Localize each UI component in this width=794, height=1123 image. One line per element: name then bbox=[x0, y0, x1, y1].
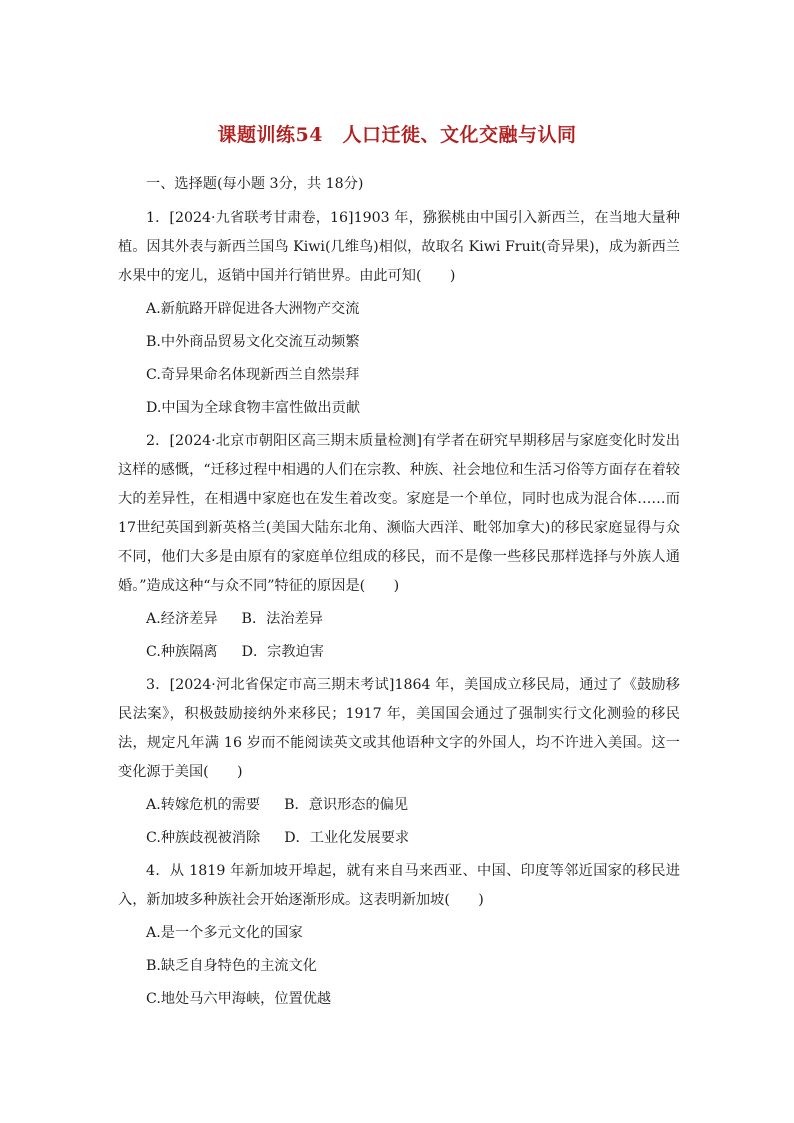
question-4 bbox=[118, 857, 680, 1014]
option-c: C.种族歧视被消除 bbox=[146, 830, 261, 846]
option-a: A.经济差异 bbox=[146, 611, 218, 627]
question-stem: 2．[2024·北京市朝阳区高三期末质量检测]有学者在研究早期移居与家庭变化时发出这样的感慨，“迁移过程中相遇的人们在宗教、种族、社会地位和生活习俗等方面存在着较大的差异性，在相遇中家庭也在发生着改变。家庭是一个单位，同时也成为混合体……而 17世纪英国到新英格兰(美国大陆东北角、濒临大西洋、毗邻加拿大)的移民家庭显得与众不同，他们大多是由原有的家庭单位组成的移民，而不是像一些移民那样选择与外族人通婚。”造成这种“与众不同”特征的原因是( ) bbox=[118, 433, 680, 594]
option-b: B．法治差异 bbox=[241, 611, 323, 627]
question-3 bbox=[118, 671, 680, 853]
question-stem: 1．[2024·九省联考甘肃卷，16]1903 年，猕猴桃由中国引入新西兰，在当地大量种植。因其外表与新西兰国鸟 Kiwi(几维鸟)相似，故取名 Kiwi Fruit(奇异果)，成为新西兰水果中的宠儿，返销中国并行销世界。由此可知( ) bbox=[118, 210, 680, 284]
option-c: C.种族隔离 bbox=[146, 644, 218, 660]
option-row bbox=[118, 638, 680, 667]
option-a: A.新航路开辟促进各大洲物产交流 bbox=[146, 301, 360, 317]
page-title: 课题训练54 人口迁徙、文化交融与认同 bbox=[217, 124, 577, 146]
option-b: B.缺乏自身特色的主流文化 bbox=[146, 958, 317, 974]
option-b: B．意识形态的偏见 bbox=[284, 797, 409, 813]
question-2 bbox=[118, 427, 680, 667]
option-d: D.中国为全球食物丰富性做出贡献 bbox=[146, 400, 361, 416]
section-heading: 一、选择题(每小题 3分，共 18分) bbox=[146, 176, 364, 192]
question-stem: 3．[2024·河北省保定市高三期末考试]1864 年，美国成立移民局，通过了《鼓励移民法案》，积极鼓励接纳外来移民；1917 年，美国国会通过了强制实行文化测验的移民法，规定凡年满 16 岁而不能阅读英文或其他语种文字的外国人，均不许进入美国。这一变化源于美国( ) bbox=[118, 677, 680, 780]
option-a: A.转嫁危机的需要 bbox=[146, 797, 261, 813]
option-row bbox=[118, 824, 680, 853]
question-content bbox=[118, 170, 680, 1018]
option-row bbox=[118, 605, 680, 634]
option-c: C.奇异果命名体现新西兰自然崇拜 bbox=[146, 367, 360, 383]
option-row bbox=[118, 791, 680, 820]
question-stem: 4．从 1819 年新加坡开埠起，就有来自马来西亚、中国、印度等邻近国家的移民进入，新加坡多种族社会开始逐渐形成。这表明新加坡( ) bbox=[118, 863, 680, 908]
option-b: B.中外商品贸易文化交流互动频繁 bbox=[146, 334, 360, 350]
option-d: D．工业化发展要求 bbox=[284, 830, 410, 846]
option-c: C.地处马六甲海峡，位置优越 bbox=[146, 991, 332, 1007]
question-1 bbox=[118, 204, 680, 423]
option-d: D．宗教迫害 bbox=[241, 644, 324, 660]
option-a: A.是一个多元文化的国家 bbox=[146, 925, 303, 941]
